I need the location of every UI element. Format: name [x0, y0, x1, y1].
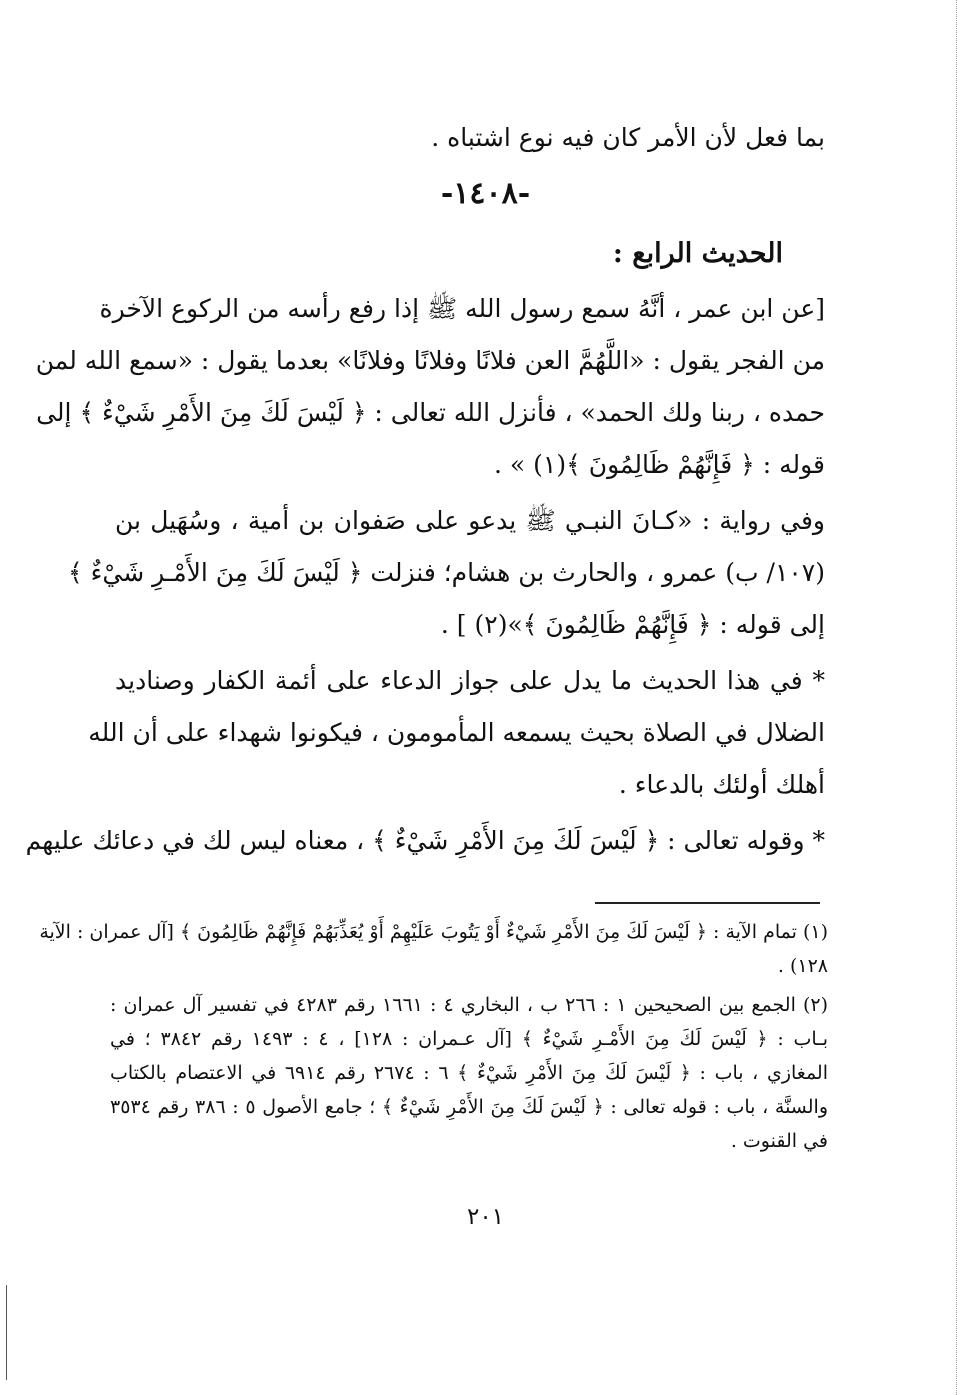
hadith-number: -١٤٠٨-	[440, 176, 531, 211]
paragraph-line: [عن ابن عمر ، أنَّهُ سمع رسول الله ﷺ إذا رفع رأسه من الركوع الآخرة	[99, 294, 825, 323]
top-continuation	[115, 112, 825, 164]
paragraph-line: أهلك أولئك بالدعاء .	[618, 770, 825, 799]
footnote-line: (٢) الجمع بين الصحيحين ١ : ٢٦٦ ب ، البخاري ٤ : ١٦٦١ رقم ٤٢٨٣ في تفسير آل عمران :	[110, 994, 829, 1016]
paragraph-line: وفي رواية : «كـانَ النبـي ﷺ يدعو على صَفوان بن أمية ، وسُهَيل بن	[115, 506, 825, 535]
scan-left-edge-mark	[6, 1285, 7, 1380]
footnote-line: بـاب : ﴿ لَيْسَ لَكَ مِنَ الأَمْـرِ شَيْءٌ ﴾ [آل عـمران : ١٢٨] ، ٤ : ١٤٩٣ رقم ٣٨٤٢ ؛ في	[110, 1028, 829, 1050]
top-line: بما فعل لأن الأمر كان فيه نوع اشتباه .	[431, 123, 825, 152]
footnote-line: في القنوت .	[730, 1130, 828, 1152]
footnote-line: ١٢٨) .	[777, 955, 828, 977]
section-title: الحديث الرابع :	[612, 238, 783, 269]
footnote-separator	[595, 902, 820, 904]
paragraph-1	[35, 283, 825, 491]
footnote-line: والسنَّة ، باب : قوله تعالى : ﴿ لَيْسَ لَكَ مِنَ الأَمْرِ شَيْءٌ ﴾ ؛ جامع الأصول ٥ : ٣٨٦ رقم ٣٥٣٤	[110, 1096, 829, 1118]
footnote-line: (١) تمام الآية : ﴿ لَيْسَ لَكَ مِنَ الأَمْرِ شَيْءٌ أَوْ يَتُوبَ عَلَيْهِمْ أَوْ يُعَذِّبَهُمْ فَإِنَّهُمْ ظَالِمُونَ ﴾ [آل عمران : الآية	[39, 921, 828, 943]
paragraph-line: (١٠٧/ ب) عمرو ، والحارث بن هشام؛ فنزلت ﴿ لَيْسَ لَكَ مِنَ الأَمْـرِ شَيْءٌ ﴾	[68, 558, 825, 587]
paragraph-line: * في هذا الحديث ما يدل على جواز الدعاء على أئمة الكفار وصناديد	[115, 666, 825, 695]
paragraph-line: من الفجر يقول : «اللَّهُمَّ العن فلانًا وفلانًا وفلانًا» بعدما يقول : «سمع الله لمن	[35, 346, 825, 375]
paragraph-4	[25, 815, 825, 867]
paragraph-line: إلى قوله : ﴿ فَإِنَّهُمْ ظَالِمُونَ ﴾»(٢) ] .	[440, 610, 825, 639]
paragraph-line: حمده ، ربنا ولك الحمد» ، فأنزل الله تعالى : ﴿ لَيْسَ لَكَ مِنَ الأَمْرِ شَيْءٌ ﴾ إلى	[36, 398, 825, 427]
paragraph-2	[68, 495, 825, 651]
footnote-line: المغازي ، باب : ﴿ لَيْسَ لَكَ مِنَ الأَمْرِ شَيْءٌ ﴾ ٦ : ٢٦٧٤ رقم ٦٩١٤ في الاعتصام بالكتاب	[110, 1062, 829, 1084]
paragraph-3	[88, 655, 825, 811]
paragraph-line: الضلال في الصلاة بحيث يسمعه المأمومون ، فيكونوا شهداء على أن الله	[88, 718, 825, 747]
paragraph-line: * وقوله تعالى : ﴿ لَيْسَ لَكَ مِنَ الأَمْرِ شَيْءٌ ﴾ ، معناه ليس لك في دعائك عليهم	[25, 826, 825, 855]
footnote-1	[39, 915, 828, 983]
page-number: ٢٠١	[466, 1204, 505, 1230]
paragraph-line: قوله : ﴿ فَإِنَّهُمْ ظَالِمُونَ ﴾(١) » .	[494, 450, 825, 479]
footnote-2	[110, 988, 828, 1158]
